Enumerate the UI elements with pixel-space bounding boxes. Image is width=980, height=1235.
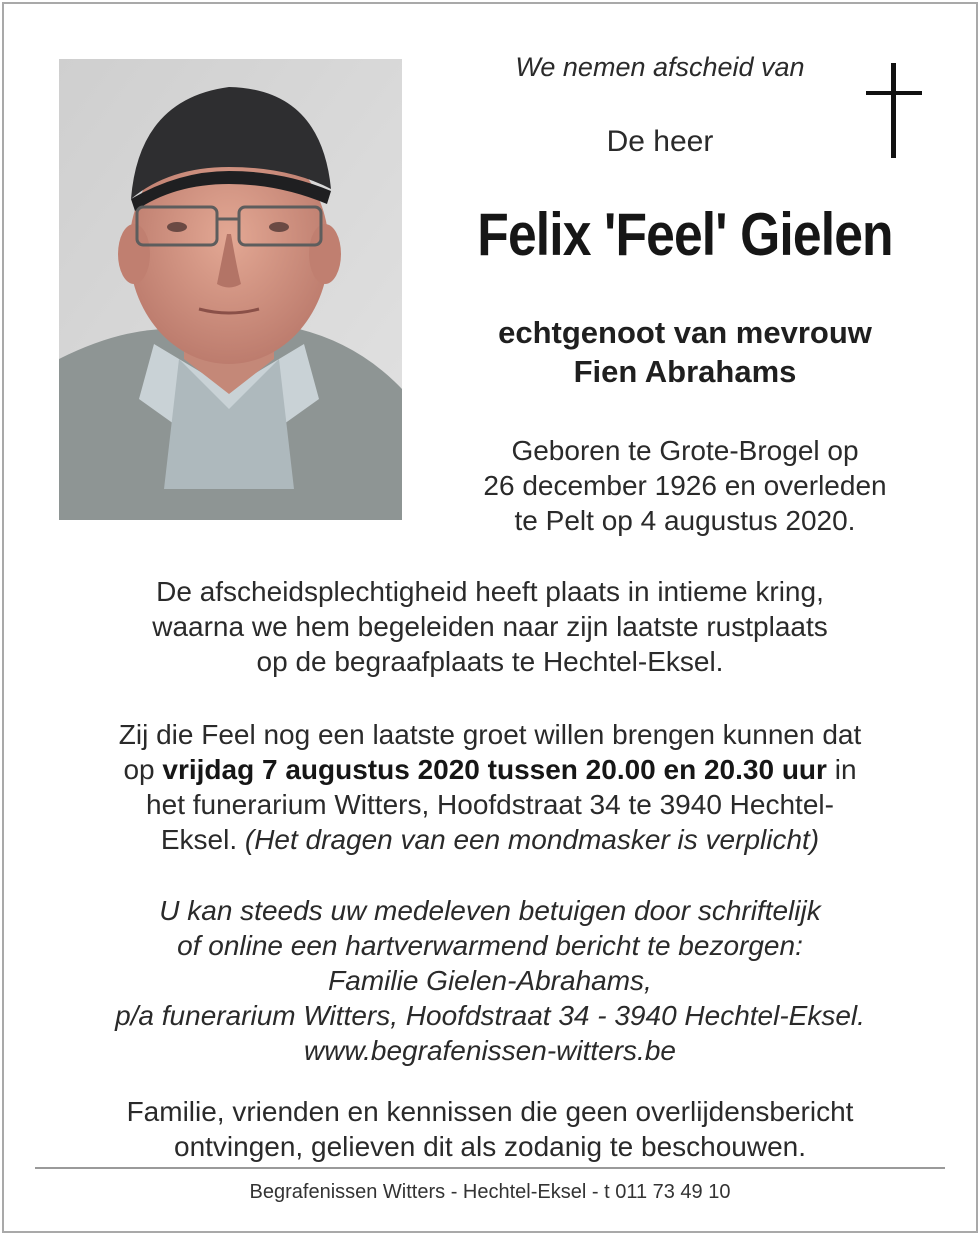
visitation-paragraph xyxy=(40,717,940,857)
family-name: Familie Gielen-Abrahams, xyxy=(328,965,652,996)
visitation-text: Eksel. xyxy=(160,824,245,855)
mask-notice: (Het dragen van een mondmasker is verplicht) xyxy=(244,824,820,855)
notice-paragraph xyxy=(40,1094,940,1164)
website-link[interactable]: www.begrafenissen-witters.be xyxy=(304,1035,676,1066)
ceremony-line: De afscheidsplechtigheid heeft plaats in intieme kring, xyxy=(156,576,824,607)
condolence-paragraph xyxy=(40,893,940,1068)
honorific-title: De heer xyxy=(606,125,714,158)
spouse-line: echtgenoot van mevrouw xyxy=(498,315,872,350)
visitation-line xyxy=(40,822,940,857)
visitation-line: het funerarium Witters, Hoofdstraat 34 te 3940 Hechtel- xyxy=(146,789,834,820)
visitation-text: op xyxy=(123,754,163,785)
condolence-line: of online een hartverwarmend bericht te bezorgen: xyxy=(177,930,803,961)
birth-line: Geboren te Grote-Brogel op xyxy=(511,435,859,466)
notice-line: ontvingen, gelieven dit als zodanig te beschouwen. xyxy=(174,1131,806,1162)
ceremony-paragraph xyxy=(40,574,940,679)
visitation-datetime: vrijdag 7 augustus 2020 tussen 20.00 en 20.30 uur xyxy=(162,754,827,785)
birth-death-info xyxy=(420,433,950,538)
intro-text: We nemen afscheid van xyxy=(515,52,805,82)
notice-line: Familie, vrienden en kennissen die geen overlijdensbericht xyxy=(126,1096,854,1127)
ceremony-line: waarna we hem begeleiden naar zijn laatste rustplaats xyxy=(152,611,828,642)
postal-address: p/a funerarium Witters, Hoofdstraat 34 - 3940 Hechtel-Eksel. xyxy=(115,1000,865,1031)
footer-contact: Begrafenissen Witters - Hechtel-Eksel - t 011 73 49 10 xyxy=(249,1181,731,1203)
visitation-line: Zij die Feel nog een laatste groet willen brengen kunnen dat xyxy=(118,719,862,750)
condolence-line: U kan steeds uw medeleven betuigen door schriftelijk xyxy=(159,895,821,926)
divider xyxy=(35,1167,945,1169)
portrait-photo xyxy=(59,59,402,520)
birth-line: 26 december 1926 en overleden xyxy=(483,470,887,501)
spouse-name: Fien Abrahams xyxy=(573,354,797,389)
spouse-info xyxy=(420,313,950,391)
visitation-text: in xyxy=(826,754,857,785)
birth-line: te Pelt op 4 augustus 2020. xyxy=(514,505,856,536)
ceremony-line: op de begraafplaats te Hechtel-Eksel. xyxy=(256,646,724,677)
deceased-name: Felix 'Feel' Gielen xyxy=(477,201,893,268)
visitation-line xyxy=(40,752,940,787)
